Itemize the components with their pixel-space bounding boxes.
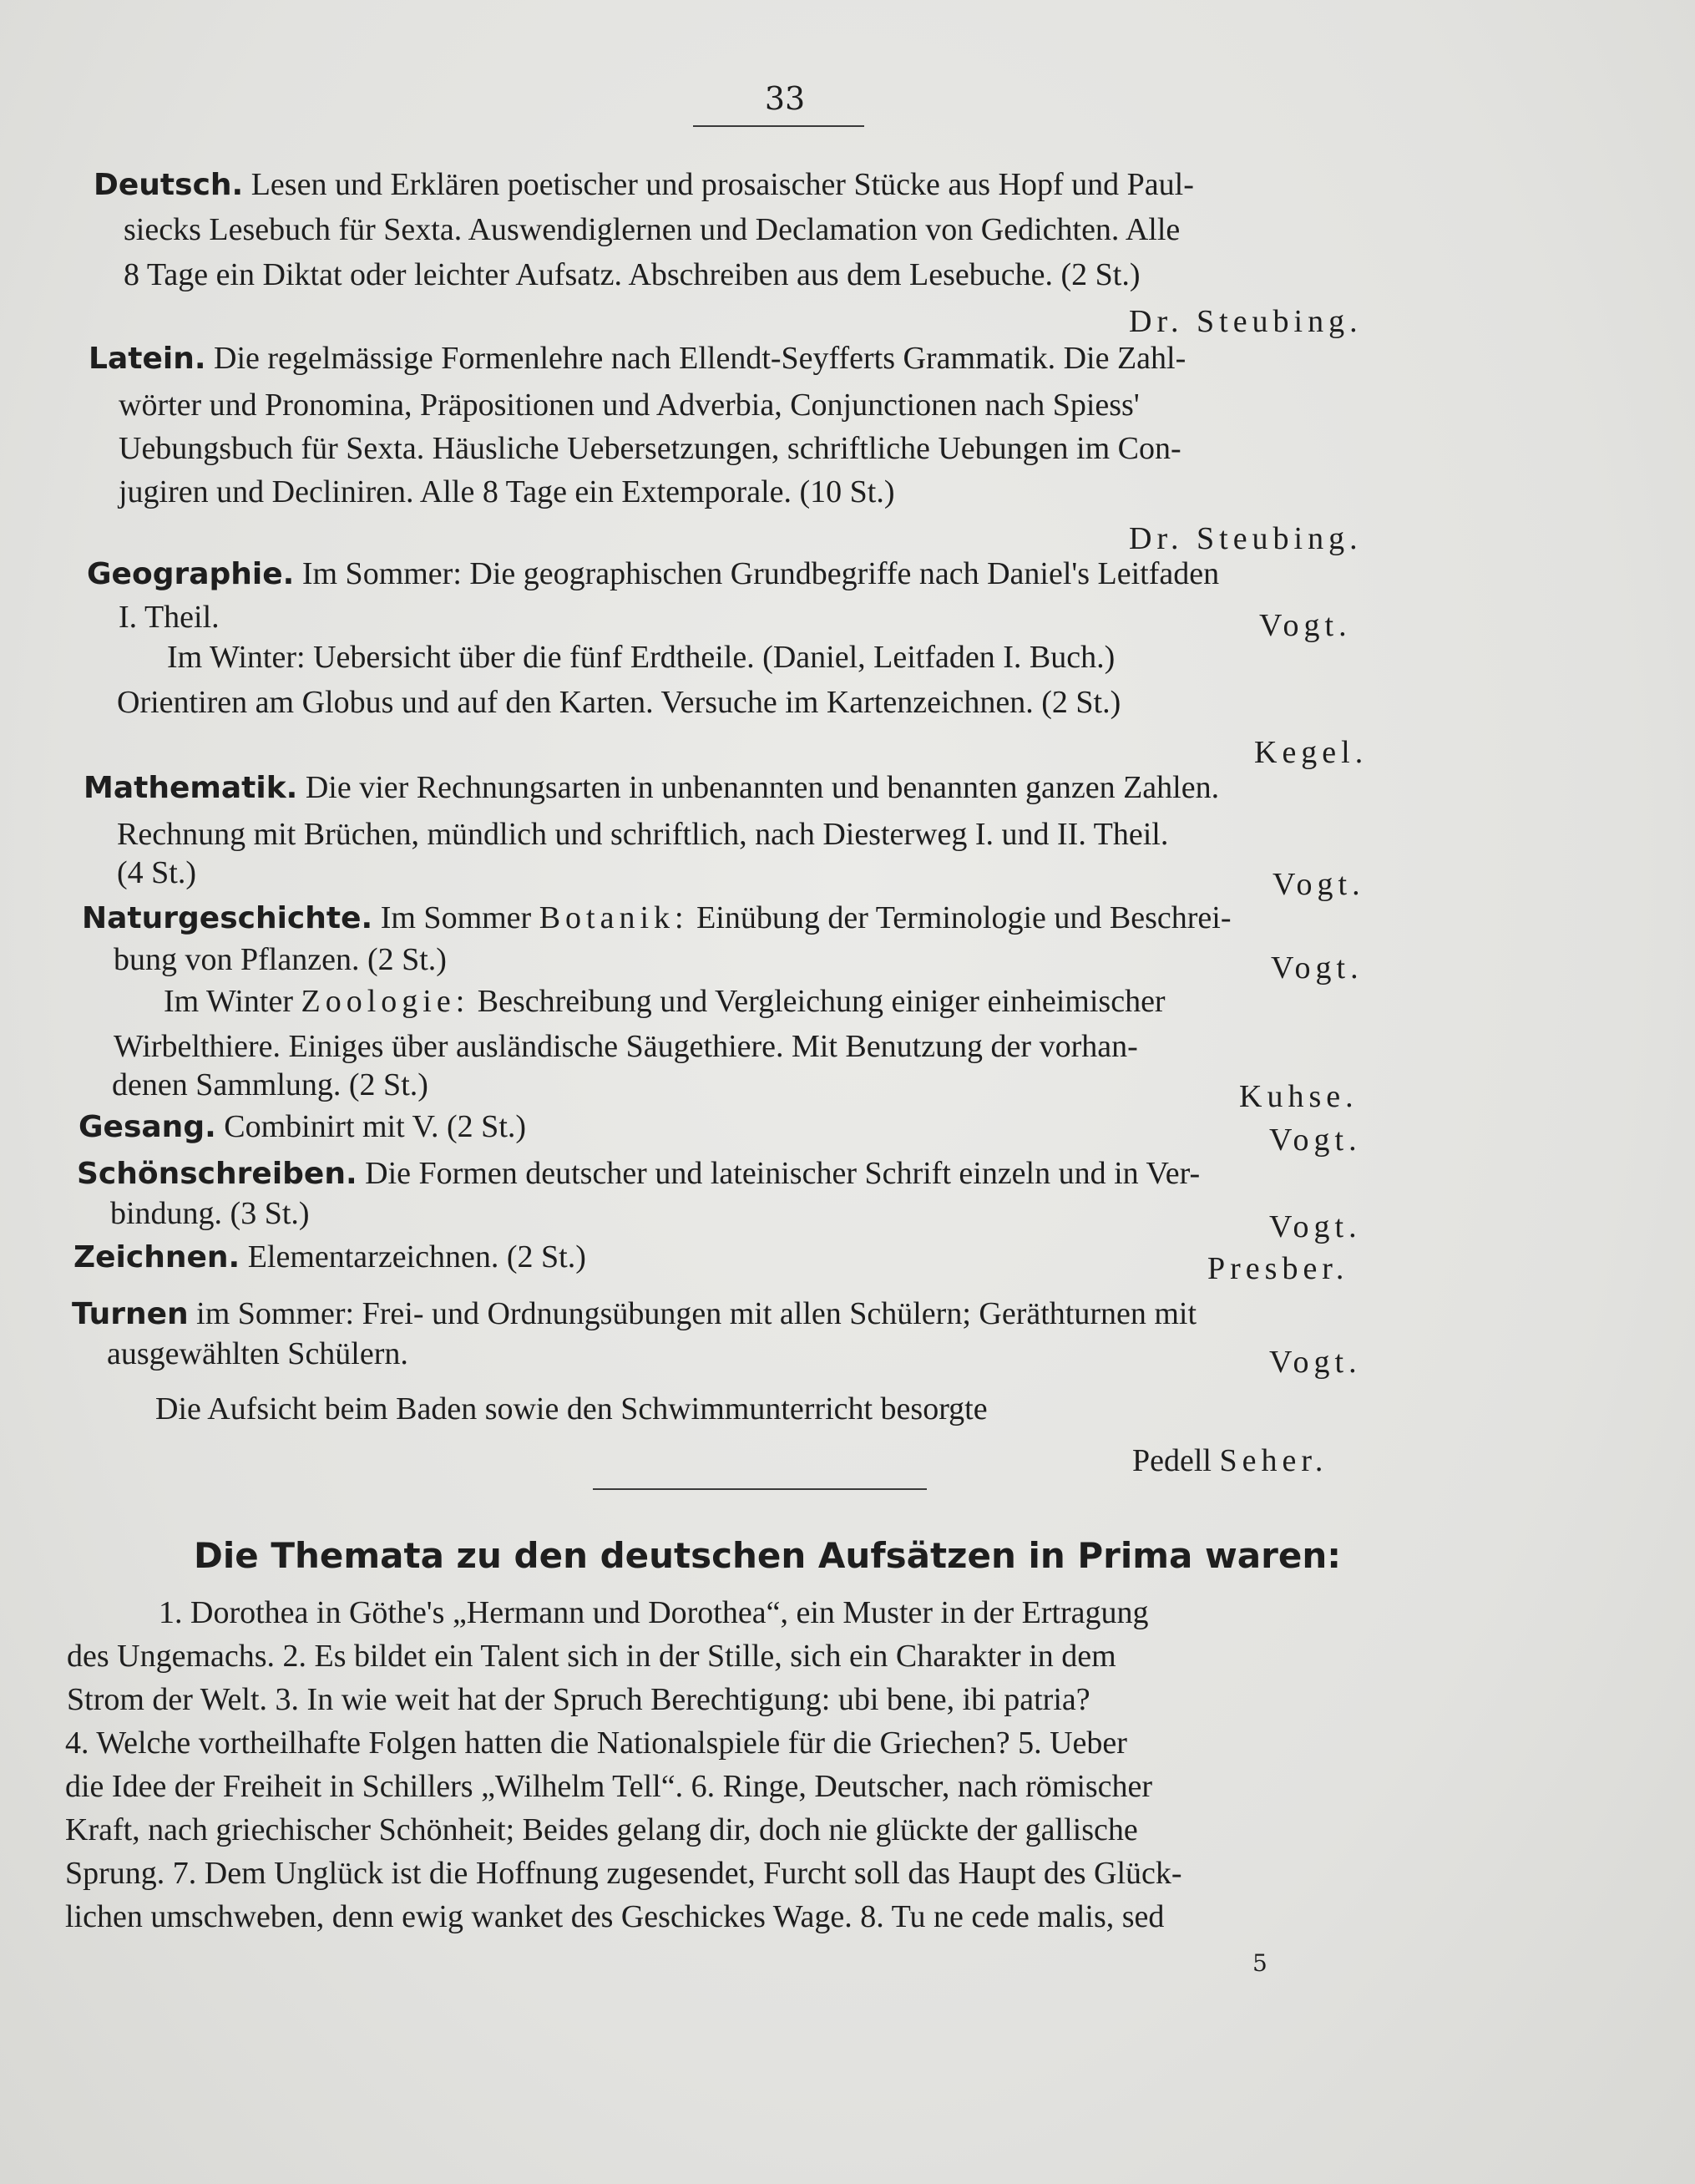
teacher-geographie-1: Vogt. bbox=[1259, 608, 1352, 643]
deutsch-line-2: siecks Lesebuch für Sexta. Auswendiglernen und Declamation von Gedichten. Alle bbox=[124, 212, 1181, 247]
supervision-line: Die Aufsicht beim Baden sowie den Schwimmunterricht besorgte bbox=[155, 1391, 988, 1426]
supervision-signature bbox=[1132, 1445, 1328, 1477]
text: Im Winter bbox=[164, 984, 294, 1019]
deutsch-line-3: 8 Tage ein Diktat oder leichter Aufsatz. Abschreiben aus dem Lesebuche. (2 St.) bbox=[124, 257, 1141, 292]
teacher-zeichnen: Presber. bbox=[1207, 1251, 1349, 1286]
text: Elementarzeichnen. (2 St.) bbox=[247, 1239, 586, 1274]
turnen-line-2: ausgewählten Schülern. bbox=[107, 1336, 408, 1371]
teacher-latein: Dr. Steubing. bbox=[1129, 521, 1363, 556]
naturgeschichte-line-3 bbox=[164, 986, 1166, 1017]
text: Beschreibung und Vergleichung einiger einheimischer bbox=[477, 984, 1166, 1019]
geographie-line-2: I. Theil. bbox=[119, 600, 220, 635]
header-rule bbox=[693, 125, 864, 127]
heading-turnen: Turnen bbox=[72, 1297, 189, 1331]
geographie-line-4: Orientiren am Globus und auf den Karten. Versuche im Kartenzeichnen. (2 St.) bbox=[117, 685, 1121, 720]
latein-line-1 bbox=[89, 342, 1186, 374]
label-botanik: Botanik: bbox=[539, 900, 689, 935]
themata-line-2: des Ungemachs. 2. Es bildet ein Talent sich in der Stille, sich ein Charakter in dem bbox=[67, 1639, 1116, 1674]
themata-title: Die Themata zu den deutschen Aufsätzen in Prima waren: bbox=[194, 1535, 1342, 1576]
section-divider bbox=[593, 1488, 927, 1490]
naturgeschichte-line-2: bung von Pflanzen. (2 St.) bbox=[114, 942, 447, 977]
latein-line-3: Uebungsbuch für Sexta. Häusliche Uebersetzungen, schriftliche Uebungen im Con- bbox=[119, 431, 1181, 466]
text: Einübung der Terminologie und Beschrei- bbox=[696, 900, 1232, 935]
teacher-naturgeschichte-2: Kuhse. bbox=[1239, 1079, 1359, 1114]
heading-latein: Latein. bbox=[89, 342, 206, 376]
teacher-geographie-2: Kegel. bbox=[1254, 735, 1369, 770]
teacher-naturgeschichte-1: Vogt. bbox=[1271, 950, 1364, 986]
pedell-name: Seher. bbox=[1219, 1443, 1328, 1478]
geographie-line-1 bbox=[87, 558, 1219, 590]
themata-line-6: Kraft, nach griechischer Schönheit; Beides gelang dir, doch nie glückte der gallische bbox=[65, 1812, 1138, 1847]
mathematik-line-3: (4 St.) bbox=[117, 855, 196, 890]
themata-line-1: 1. Dorothea in Göthe's „Hermann und Dorothea“, ein Muster in der Ertragung bbox=[159, 1595, 1149, 1630]
text: Im Sommer: Die geographischen Grundbegriffe nach Daniel's Leitfaden bbox=[301, 556, 1220, 591]
text: Im Sommer bbox=[380, 900, 532, 935]
text: Combinirt mit V. (2 St.) bbox=[224, 1109, 527, 1144]
heading-deutsch: Deutsch. bbox=[94, 168, 244, 202]
pedell-label: Pedell bbox=[1132, 1443, 1212, 1478]
geographie-line-3: Im Winter: Uebersicht über die fünf Erdtheile. (Daniel, Leitfaden I. Buch.) bbox=[167, 640, 1116, 675]
turnen-line-1 bbox=[72, 1298, 1197, 1330]
naturgeschichte-line-5: denen Sammlung. (2 St.) bbox=[112, 1067, 428, 1102]
themata-line-8: lichen umschweben, denn ewig wanket des Geschickes Wage. 8. Tu ne cede malis, sed bbox=[65, 1899, 1165, 1934]
heading-gesang: Gesang. bbox=[78, 1110, 216, 1144]
page-number: 33 bbox=[764, 80, 806, 117]
themata-line-5: die Idee der Freiheit in Schillers „Wilhelm Tell“. 6. Ringe, Deutscher, nach römischer bbox=[65, 1769, 1153, 1804]
text: im Sommer: Frei- und Ordnungsübungen mit allen Schülern; Geräthturnen mit bbox=[196, 1296, 1197, 1331]
gesang-line-1 bbox=[78, 1111, 526, 1143]
label-zoologie: Zoologie: bbox=[301, 984, 470, 1019]
mathematik-line-2: Rechnung mit Brüchen, mündlich und schriftlich, nach Diesterweg I. und II. Theil. bbox=[117, 817, 1169, 852]
heading-mathematik: Mathematik. bbox=[83, 771, 298, 805]
themata-line-4: 4. Welche vortheilhafte Folgen hatten die Nationalspiele für die Griechen? 5. Ueber bbox=[65, 1725, 1127, 1761]
text: Lesen und Erklären poetischer und prosaischer Stücke aus Hopf und Paul- bbox=[250, 167, 1194, 202]
latein-line-4: jugiren und Decliniren. Alle 8 Tage ein Extemporale. (10 St.) bbox=[119, 474, 895, 509]
text: Die vier Rechnungsarten in unbenannten und benannten ganzen Zahlen. bbox=[305, 770, 1220, 805]
themata-line-7: Sprung. 7. Dem Unglück ist die Hoffnung zugesendet, Furcht soll das Haupt des Glück- bbox=[65, 1856, 1182, 1891]
deutsch-line-1 bbox=[94, 169, 1194, 200]
heading-geographie: Geographie. bbox=[87, 557, 295, 591]
zeichnen-line-1 bbox=[73, 1241, 586, 1273]
teacher-schoenschreiben: Vogt. bbox=[1269, 1209, 1362, 1244]
schoenschreiben-line-1 bbox=[77, 1158, 1200, 1189]
text: Die regelmässige Formenlehre nach Ellendt-Seyfferts Grammatik. Die Zahl- bbox=[214, 341, 1186, 376]
heading-naturgeschichte: Naturgeschichte. bbox=[82, 901, 373, 935]
teacher-mathematik: Vogt. bbox=[1273, 867, 1365, 902]
teacher-turnen: Vogt. bbox=[1269, 1345, 1362, 1380]
heading-zeichnen: Zeichnen. bbox=[73, 1240, 240, 1274]
teacher-deutsch: Dr. Steubing. bbox=[1129, 304, 1363, 339]
text: Die Formen deutscher und lateinischer Schrift einzeln und in Ver- bbox=[365, 1156, 1201, 1191]
latein-line-2: wörter und Pronomina, Präpositionen und Adverbia, Conjunctionen nach Spiess' bbox=[119, 388, 1140, 423]
naturgeschichte-line-1 bbox=[82, 902, 1231, 934]
themata-line-3: Strom der Welt. 3. In wie weit hat der Spruch Berechtigung: ubi bene, ibi patria? bbox=[67, 1682, 1090, 1717]
teacher-gesang: Vogt. bbox=[1269, 1122, 1362, 1158]
heading-schoenschreiben: Schönschreiben. bbox=[77, 1157, 357, 1191]
naturgeschichte-line-4: Wirbelthiere. Einiges über ausländische Säugethiere. Mit Benutzung der vorhan- bbox=[114, 1029, 1138, 1064]
signature-mark: 5 bbox=[1252, 1949, 1267, 1977]
schoenschreiben-line-2: bindung. (3 St.) bbox=[110, 1196, 310, 1231]
mathematik-line-1 bbox=[83, 772, 1219, 803]
